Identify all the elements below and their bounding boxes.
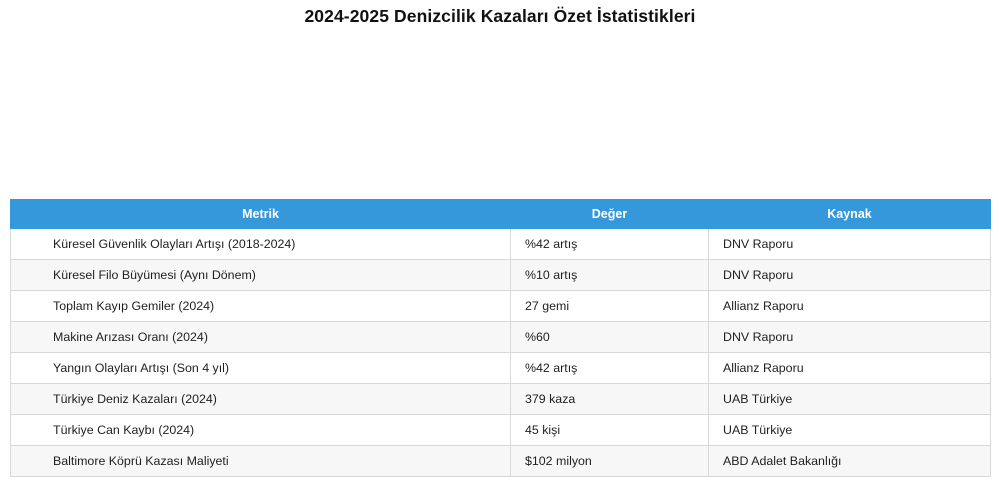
table-row [11, 446, 991, 477]
cell-metric: Küresel Güvenlik Olayları Artışı (2018-2024) [11, 229, 511, 260]
cell-source: Allianz Raporu [709, 291, 991, 322]
cell-value: %42 artış [511, 229, 709, 260]
cell-source: DNV Raporu [709, 229, 991, 260]
table-body [11, 229, 991, 477]
statistics-table [10, 199, 991, 477]
cell-metric: Baltimore Köprü Kazası Maliyeti [11, 446, 511, 477]
cell-source: ABD Adalet Bakanlığı [709, 446, 991, 477]
cell-source: UAB Türkiye [709, 384, 991, 415]
table-row [11, 229, 991, 260]
cell-source: DNV Raporu [709, 322, 991, 353]
column-header-value: Değer [511, 200, 709, 229]
cell-metric: Makine Arızası Oranı (2024) [11, 322, 511, 353]
table-row [11, 260, 991, 291]
table-row [11, 384, 991, 415]
table-row [11, 291, 991, 322]
cell-source: UAB Türkiye [709, 415, 991, 446]
column-header-metric: Metrik [11, 200, 511, 229]
cell-value: $102 milyon [511, 446, 709, 477]
page-title: 2024-2025 Denizcilik Kazaları Özet İstatistikleri [304, 6, 696, 26]
cell-value: 45 kişi [511, 415, 709, 446]
cell-value: %60 [511, 322, 709, 353]
cell-metric: Toplam Kayıp Gemiler (2024) [11, 291, 511, 322]
cell-value: %42 artış [511, 353, 709, 384]
cell-value: %10 artış [511, 260, 709, 291]
cell-metric: Küresel Filo Büyümesi (Aynı Dönem) [11, 260, 511, 291]
table-row [11, 415, 991, 446]
statistics-table-container [10, 199, 990, 477]
cell-metric: Yangın Olayları Artışı (Son 4 yıl) [11, 353, 511, 384]
cell-value: 379 kaza [511, 384, 709, 415]
cell-source: Allianz Raporu [709, 353, 991, 384]
cell-value: 27 gemi [511, 291, 709, 322]
cell-metric: Türkiye Can Kaybı (2024) [11, 415, 511, 446]
cell-metric: Türkiye Deniz Kazaları (2024) [11, 384, 511, 415]
table-row [11, 322, 991, 353]
table-header-row [11, 200, 991, 229]
table-header [11, 200, 991, 229]
cell-source: DNV Raporu [709, 260, 991, 291]
table-row [11, 353, 991, 384]
column-header-source: Kaynak [709, 200, 991, 229]
